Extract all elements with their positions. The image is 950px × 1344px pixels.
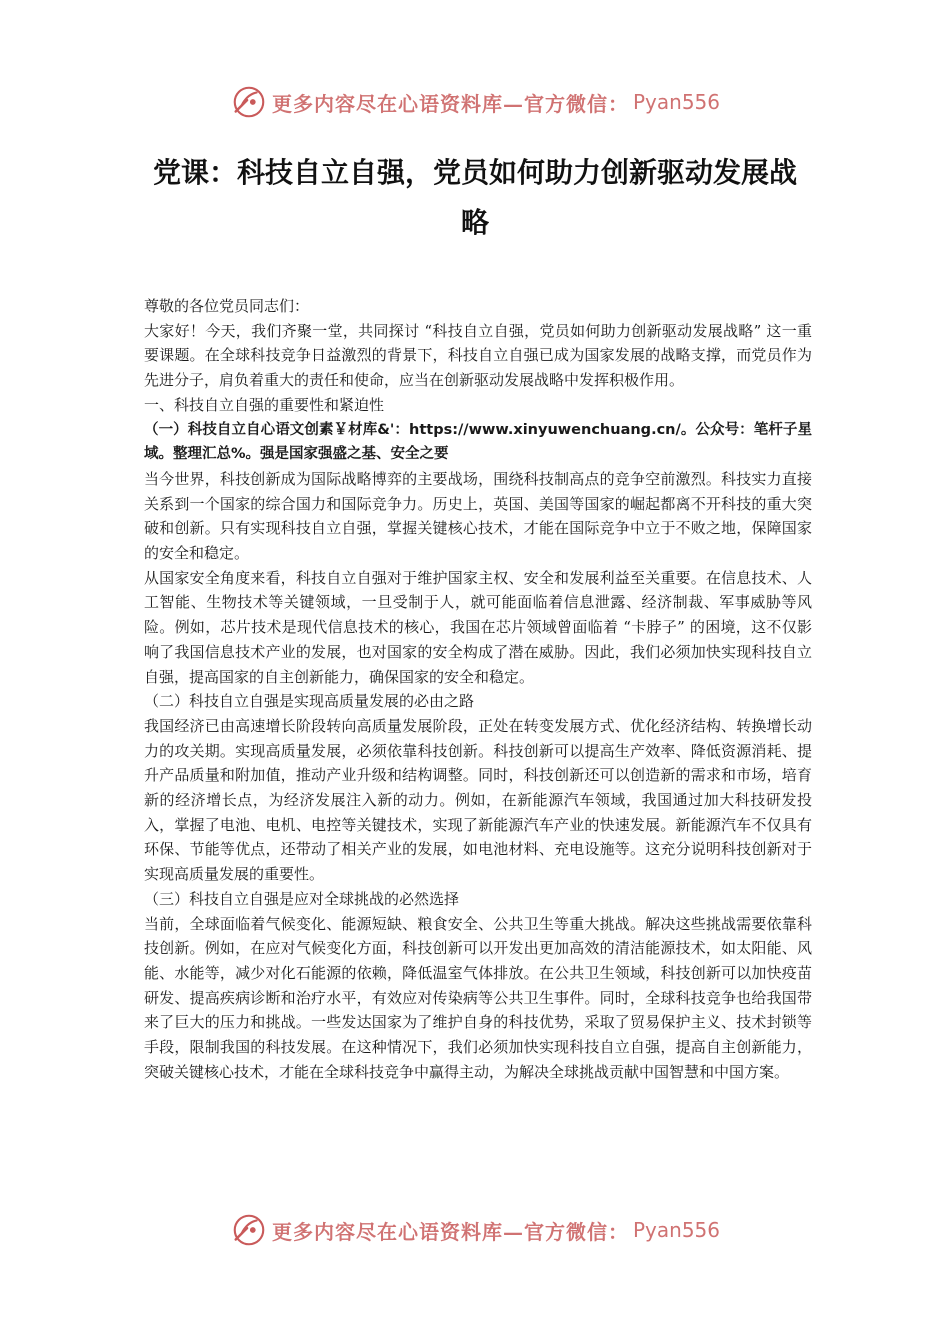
banner-text: 更多内容尽在心语资料库—官方微信：	[271, 1219, 629, 1244]
subsection-heading-1: （一）科技自立自心语文创素￥材库&'：https://www.xinyuwenchuang.cn/。公众号：笔杆子星域。整理汇总%。强是国家强盛之基、安全之要	[144, 421, 812, 463]
body-paragraph: 当今世界，科技创新成为国际战略博弈的主要战场，围绕科技制高点的竞争空前激烈。科技实力直接关系到一个国家的综合国力和国际竞争力。历史上，英国、美国等国家的崛起都离不开科技的重大突破和创新。只有实现科技自立自强，掌握关键核心技术，才能在国际竞争中立于不败之地，保障国家的安全和稳定。	[144, 469, 812, 563]
banner-text: 更多内容尽在心语资料库—官方微信：	[271, 91, 629, 116]
banner-handle: Pyan556	[632, 90, 720, 114]
brand-logo-icon	[230, 83, 268, 121]
brand-logo-icon	[230, 1211, 268, 1249]
section-heading-1: 一、科技自立自强的重要性和紧迫性	[144, 395, 385, 414]
subsection-heading-3: （三）科技自立自强是应对全球挑战的必然选择	[144, 889, 460, 908]
intro-paragraph: 大家好！今天，我们齐聚一堂，共同探讨 “科技自立自强，党员如何助力创新驱动发展战略” 这一重要课题。在全球科技竞争日益激烈的背景下，科技自立自强已成为国家发展的战略支撑，而党员作为先进分子，肩负着重大的责任和使命，应当在创新驱动发展战略中发挥积极作用。	[144, 321, 812, 390]
body-paragraph: 我国经济已由高速增长阶段转向高质量发展阶段，正处在转变发展方式、优化经济结构、转换增长动力的攻关期。实现高质量发展，必须依靠科技创新。科技创新可以提高生产效率、降低资源消耗、提升产品质量和附加值，推动产业升级和结构调整。同时，科技创新还可以创造新的需求和市场，培育新的经济增长点，为经济发展注入新的动力。例如，在新能源汽车领域，我国通过加大科技研发投入，掌握了电池、电机、电控等关键技术，实现了新能源汽车产业的快速发展。新能源汽车不仅具有环保、节能等优点，还带动了相关产业的发展，如电池材料、充电设施等。这充分说明科技创新对于实现高质量发展的重要性。	[144, 716, 812, 884]
page-title: 党课：科技自立自强，党员如何助力创新驱动发展战略	[152, 156, 797, 239]
document-body	[144, 294, 812, 1085]
footer-banner	[0, 1210, 950, 1250]
body-paragraph: 从国家安全角度来看，科技自立自强对于维护国家主权、安全和发展利益至关重要。在信息技术、人工智能、生物技术等关键领域，一旦受制于人，就可能面临着信息泄露、经济制裁、军事威胁等风险。例如，芯片技术是现代信息技术的核心，我国在芯片领域曾面临着 “卡脖子” 的困境，这不仅影响了我国信息技术产业的发展，也对国家的安全构成了潜在威胁。因此，我们必须加快实现科技自立自强，提高国家的自主创新能力，确保国家的安全和稳定。	[144, 568, 812, 686]
body-paragraph: 当前，全球面临着气候变化、能源短缺、粮食安全、公共卫生等重大挑战。解决这些挑战需要依靠科技创新。例如，在应对气候变化方面，科技创新可以开发出更加高效的清洁能源技术，如太阳能、风能、水能等，减少对化石能源的依赖，降低温室气体排放。在公共卫生领域，科技创新可以加快疫苗研发、提高疾病诊断和治疗水平，有效应对传染病等公共卫生事件。同时，全球科技竞争也给我国带来了巨大的压力和挑战。一些发达国家为了维护自身的科技优势，采取了贸易保护主义、技术封锁等手段，限制我国的科技发展。在这种情况下，我们必须加快实现科技自立自强，提高自主创新能力，突破关键核心技术，才能在全球科技竞争中赢得主动，为解决全球挑战贡献中国智慧和中国方案。	[144, 914, 812, 1081]
header-banner	[0, 82, 950, 122]
salutation: 尊敬的各位党员同志们：	[144, 297, 310, 315]
subsection-heading-2: （二）科技自立自强是实现高质量发展的必由之路	[144, 692, 475, 711]
banner-handle: Pyan556	[632, 1218, 720, 1242]
